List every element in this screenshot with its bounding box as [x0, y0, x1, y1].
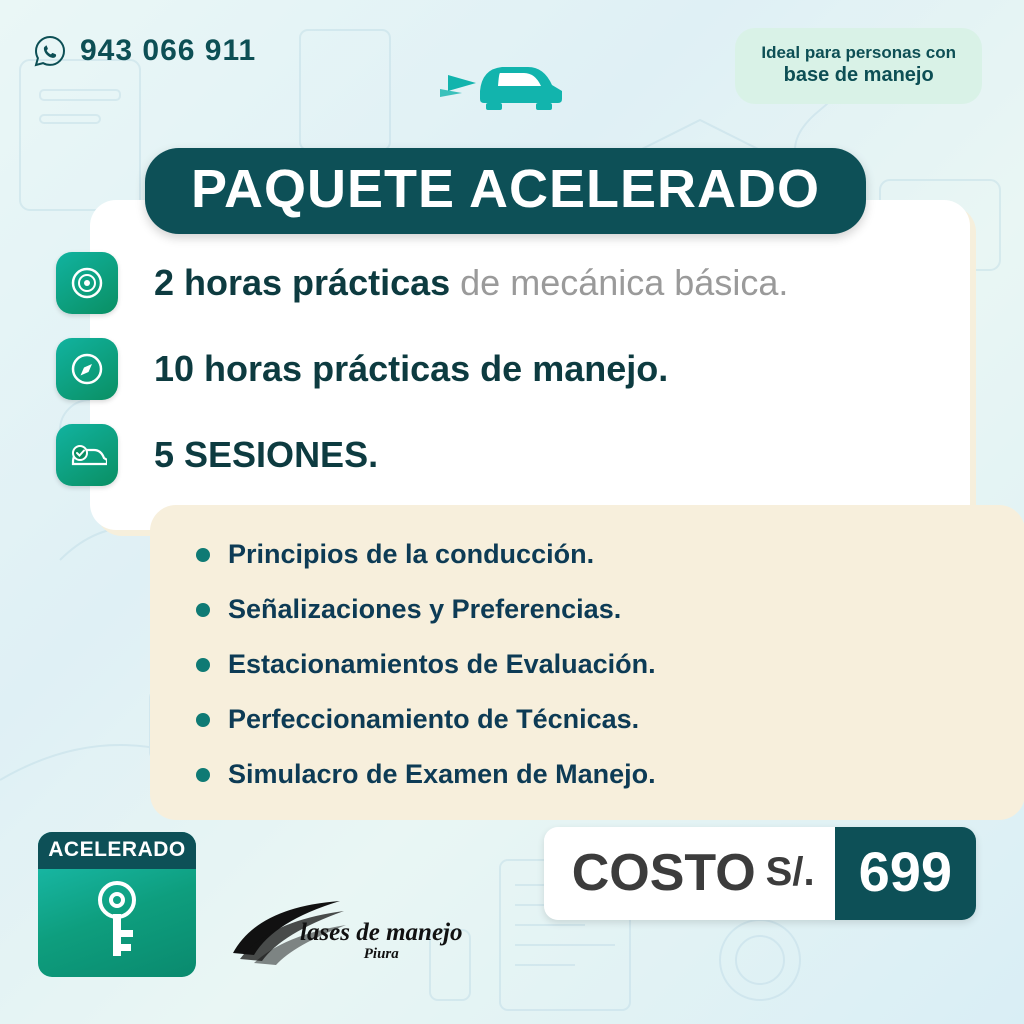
feature-text [154, 262, 788, 304]
price-label-group [544, 827, 835, 920]
list-item [196, 704, 1024, 735]
list-item [196, 594, 1024, 625]
list-item [196, 649, 1024, 680]
features-list [56, 252, 956, 510]
bullet-dot-icon [196, 603, 210, 617]
key-icon [38, 869, 196, 969]
price-box [544, 827, 976, 920]
topic-label: Principios de la conducción. [228, 539, 595, 569]
price-currency: S/. [765, 850, 815, 894]
page-title: PAQUETE ACELERADO [191, 159, 821, 219]
list-item [196, 759, 1024, 790]
logo-city: Piura [363, 946, 399, 962]
feature-strong: 10 horas prácticas de manejo. [154, 348, 669, 389]
price-label: COSTO [571, 843, 756, 902]
phone-number: 943 066 911 [80, 34, 257, 67]
topic-label: Señalizaciones y Preferencias. [228, 594, 622, 624]
logo-name: lases de manejo [300, 919, 463, 946]
car-check-icon [56, 424, 118, 486]
logo-wordmark [300, 920, 463, 962]
compass-icon [56, 338, 118, 400]
feature-item [56, 424, 956, 486]
car-icon [440, 45, 570, 120]
feature-strong: 2 horas prácticas [154, 262, 451, 303]
gauge-icon [56, 252, 118, 314]
feature-text [154, 434, 378, 476]
feature-item [56, 252, 956, 314]
whatsapp-icon [34, 35, 66, 67]
list-item [196, 539, 1024, 570]
package-badge-caption: ACELERADO [38, 832, 196, 869]
package-badge [38, 832, 196, 977]
topic-label: Estacionamientos de Evaluación. [228, 649, 656, 679]
feature-rest: de mecánica básica. [450, 262, 789, 303]
topic-label: Simulacro de Examen de Manejo. [228, 759, 656, 789]
feature-item [56, 338, 956, 400]
ideal-badge [735, 28, 982, 104]
bullet-dot-icon [196, 768, 210, 782]
price-amount: 699 [835, 827, 976, 920]
ideal-badge-line2: base de manejo [783, 64, 934, 87]
topics-panel [150, 505, 1024, 820]
bullet-dot-icon [196, 658, 210, 672]
feature-text [154, 348, 668, 390]
feature-strong: 5 SESIONES. [154, 434, 379, 475]
ideal-badge-line1: Ideal para personas con [761, 43, 956, 62]
topic-label: Perfeccionamiento de Técnicas. [228, 704, 640, 734]
bullet-dot-icon [196, 713, 210, 727]
bullet-dot-icon [196, 548, 210, 562]
title-pill [145, 148, 866, 234]
contact-phone[interactable] [34, 34, 256, 68]
